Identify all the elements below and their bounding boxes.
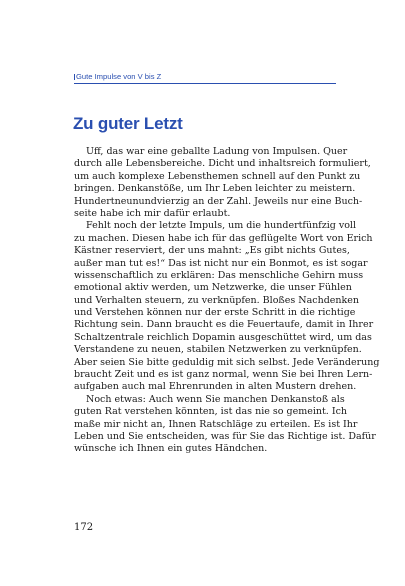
text-line: Uff, das war eine geballte Ladung von Impulsen. Quer — [86, 146, 348, 157]
text-line: Fehlt noch der letzte Impuls, um die hundertfünfzig voll — [86, 220, 357, 232]
text-line: Noch etwas: Auch wenn Sie manchen Denkanstoß als — [86, 393, 345, 405]
page-number: 172 — [74, 522, 94, 533]
text-line: außer man tut es!“ Das ist nicht nur ein Bonmot, es ist sogar — [74, 257, 368, 269]
header-mark — [74, 74, 75, 80]
body-text — [74, 146, 380, 456]
text-line: seite habe ich mir dafür erlaubt. — [74, 207, 231, 219]
text-line: und Verstehen können nur der erste Schritt in die richtige — [74, 307, 356, 319]
text-line: Kästner reserviert, der uns mahnt: „Es gibt nichts Gutes, — [74, 245, 350, 257]
text-line: um auch komplexe Lebensthemen schnell auf den Punkt zu — [74, 170, 361, 182]
text-line: bringen. Denkanstöße, um Ihr Leben leichter zu meistern. — [74, 183, 356, 195]
running-header — [74, 72, 336, 84]
paragraph-1 — [74, 146, 371, 220]
text-line: emotional aktiv werden, um Netzwerke, die unser Fühlen — [74, 282, 352, 294]
text-line: Hundertneunundvierzig an der Zahl. Jeweils nur eine Buch- — [74, 195, 363, 207]
text-line: aufgaben auch mal Ehrenrunden in alten Mustern drehen. — [74, 381, 357, 393]
text-line: und Verhalten steuern, zu verknüpfen. Bloßes Nachdenken — [74, 294, 360, 306]
text-line: braucht Zeit und es ist ganz normal, wenn Sie bei Ihren Lern- — [74, 369, 373, 381]
paragraph-3 — [74, 393, 376, 456]
text-line: guten Rat verstehen könnten, ist das nie so gemeint. Ich — [74, 406, 348, 418]
running-header-title: Gute Impulse von V bis Z — [76, 72, 162, 81]
paragraph-2 — [74, 220, 380, 393]
text-line: Verstandene zu neuen, stabilen Netzwerken zu verknüpfen. — [74, 344, 362, 356]
text-line: maße mir nicht an, Ihnen Ratschläge zu erteilen. Es ist Ihr — [74, 418, 358, 430]
text-line: Leben und Sie entscheiden, was für Sie das Richtige ist. Dafür — [74, 430, 376, 442]
text-line: zu machen. Diesen habe ich für das geflügelte Wort von Erich — [74, 232, 373, 244]
text-line: Schaltzentrale reichlich Dopamin ausgeschüttet wird, um das — [74, 331, 372, 343]
text-line: wissenschaftlich zu erklären: Das menschliche Gehirn muss — [74, 269, 364, 281]
text-line: Richtung sein. Dann braucht es die Feuertaufe, damit in Ihrer — [74, 319, 374, 331]
text-line: durch alle Lebensbereiche. Dicht und inhaltsreich formuliert, — [74, 158, 371, 170]
text-line: wünsche ich Ihnen ein gutes Händchen. — [74, 443, 268, 455]
text-line: Aber seien Sie bitte geduldig mit sich selbst. Jede Veränderung — [74, 356, 380, 368]
chapter-title: Zu guter Letzt — [73, 114, 183, 133]
